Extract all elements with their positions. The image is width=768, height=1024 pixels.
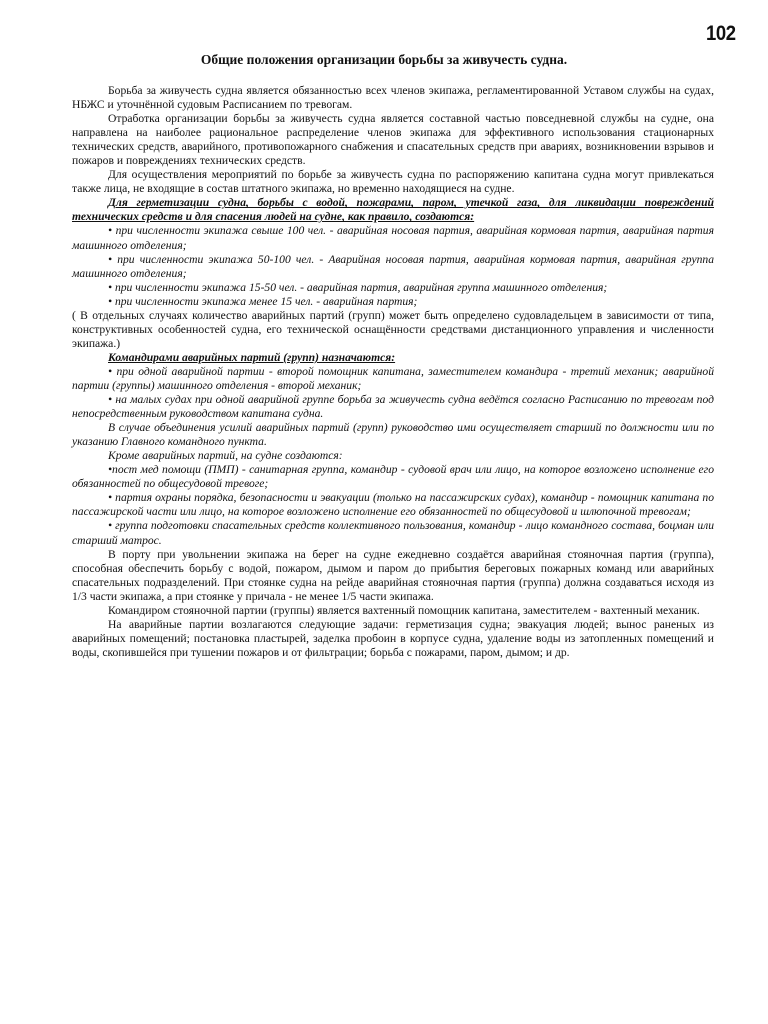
page-number: 102: [706, 22, 736, 45]
paragraph: На аварийные партии возлагаются следующие задачи: герметизация судна; эвакуация людей; вынос раненых из аварийных помещений; постановка пластырей, заделка пробоин в корпусе судна, удаление воды из затопленных помещений и воды, скопившейся при тушении пожаров и от фильтрации; борьба с пожарами, паром, дымом; и др.: [72, 617, 714, 659]
page-title: Общие положения организации борьбы за живучесть судна.: [200, 52, 568, 67]
paragraph: В случае объединения усилий аварийных партий (групп) руководство ими осуществляет старший по должности или по указанию Главного командного пункта.: [72, 421, 714, 449]
bullet-item: • при численности экипажа менее 15 чел. - аварийная партия;: [108, 294, 418, 308]
section-heading: Для герметизации судна, борьбы с водой, пожарами, паром, утечкой газа, для ликвидации повреждений технических средств и для спасения людей на судне, как правило, создаются:: [72, 196, 714, 224]
bullet-item: • при численности экипажа 15-50 чел. - аварийная партия, аварийная группа машинного отделения;: [108, 280, 608, 294]
bullet-item: • при численности экипажа свыше 100 чел. - аварийная носовая партия, аварийная кормовая партия, аварийная партия машинного отделения;: [72, 224, 714, 252]
paragraph: Кроме аварийных партий, на судне создаются:: [108, 449, 343, 463]
paragraph-note: ( В отдельных случаях количество аварийных партий (групп) может быть определено судовладельцем в зависимости от типа, конструктивных особенностей судна, его технической оснащённости средствами дистанционного управления и численности экипажа.): [72, 308, 714, 350]
bullet-item: • на малых судах при одной аварийной группе борьба за живучесть судна ведётся согласно Расписанию по тревогам под непосредственным руководством капитана судна.: [72, 393, 714, 421]
document-body: [72, 84, 714, 660]
paragraph: Для осуществления мероприятий по борьбе за живучесть судна по распоряжению капитана судна могут привлекаться также лица, не входящие в состав штатного экипажа, но временно находящиеся на судне.: [72, 168, 714, 196]
bullet-item: • при численности экипажа 50-100 чел. - Аварийная носовая партия, аварийная кормовая партия, аварийная группа машинного отделения;: [72, 252, 714, 280]
paragraph: Командиром стояночной партии (группы) является вахтенный помощник капитана, заместителем - вахтенный механик.: [108, 603, 700, 617]
paragraph: Отработка организации борьбы за живучесть судна является составной частью повседневной службы на судне, она направлена на наиболее рациональное распределение членов экипажа для эффективного использования стационарных технических средств, аварийного, противопожарного снабжения и спасательных средств при авариях, возникновении взрывов и пожаров и повреждениях технических средств.: [72, 112, 714, 168]
paragraph: В порту при увольнении экипажа на берег на судне ежедневно создаётся аварийная стояночная партия (группа), способная обеспечить борьбу с водой, пожаром, дымом и паром до прибытия береговых пожарных команд или аварийных спасательных подразделений. При стоянке судна на рейде аварийная стояночная партия (группа) должна создаваться исходя из 1/3 части экипажа, а при стоянке у причала - не менее 1/5 части экипажа.: [72, 547, 714, 603]
paragraph: Борьба за живучесть судна является обязанностью всех членов экипажа, регламентированной Уставом службы на судах, НБЖС и уточнённой судовым Расписанием по тревогам.: [72, 84, 714, 112]
section-heading: Командирами аварийных партий (групп) назначаются:: [108, 350, 396, 364]
bullet-item: • партия охраны порядка, безопасности и эвакуации (только на пассажирских судах), командир - помощник капитана по пассажирской части или лицо, на которое возложено исполнение его обязанностей по общесудовой и шлюпочной тревогам;: [72, 491, 714, 519]
bullet-item: •пост мед помощи (ПМП) - санитарная группа, командир - судовой врач или лицо, на которое возложено исполнение его обязанностей по общесудовой тревоге;: [72, 463, 714, 491]
bullet-item: • группа подготовки спасательных средств коллективного пользования, командир - лицо командного состава, боцман или старший матрос.: [72, 519, 714, 547]
bullet-item: • при одной аварийной партии - второй помощник капитана, заместителем командира - третий механик; аварийной партии (группы) машинного отделения - второй механик;: [72, 364, 714, 392]
